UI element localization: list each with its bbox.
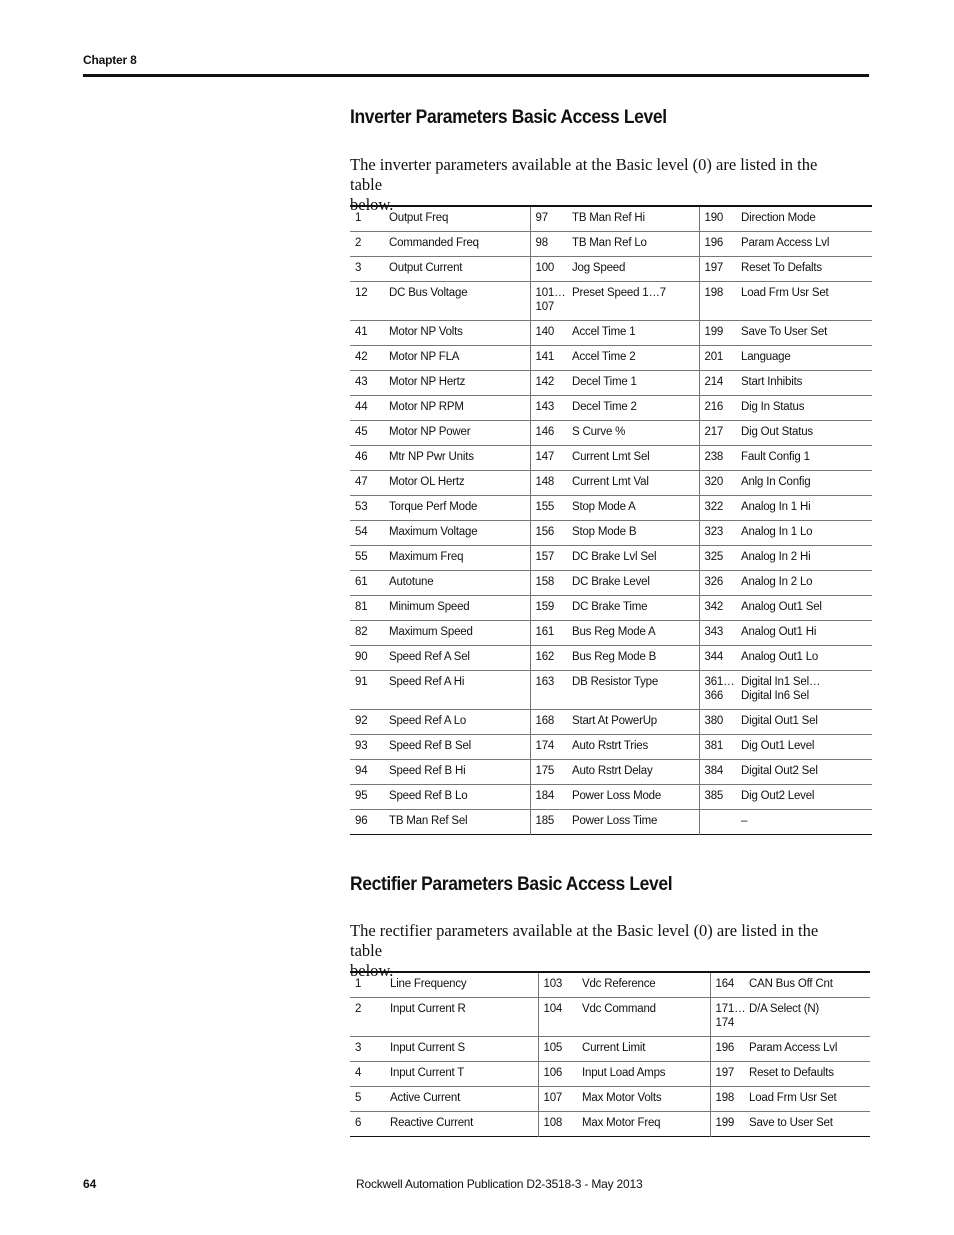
table-row <box>350 345 872 370</box>
parameter-number: 47 <box>355 475 368 488</box>
publication-info: Rockwell Automation Publication D2-3518-3 - May 2013 <box>356 1177 643 1191</box>
parameter-number: 3 <box>355 261 362 274</box>
parameter-number: 344 <box>699 645 741 670</box>
table-row <box>350 1086 870 1111</box>
table-row <box>350 420 872 445</box>
parameter-number: 155 <box>530 495 572 520</box>
parameter-name: Power Loss Time <box>572 814 658 827</box>
table-row <box>350 206 872 231</box>
parameter-number: 175 <box>530 759 572 784</box>
parameter-number: 98 <box>530 231 572 256</box>
parameter-number: 101… 107 <box>530 281 572 320</box>
parameter-number: 100 <box>530 256 572 281</box>
parameter-name: Reactive Current <box>390 1116 474 1129</box>
table-row <box>350 256 872 281</box>
parameter-name: Maximum Freq <box>389 550 464 563</box>
parameter-number: 158 <box>530 570 572 595</box>
parameter-name: Vdc Command <box>582 1002 656 1015</box>
parameter-name: Preset Speed 1…7 <box>572 286 666 299</box>
inverter-intro-line-1: The inverter parameters available at the Basic level (0) are listed in the table <box>350 155 818 194</box>
parameter-name: Analog Out1 Hi <box>741 625 817 638</box>
parameter-name: Accel Time 1 <box>572 325 636 338</box>
parameter-name: DC Brake Lvl Sel <box>572 550 657 563</box>
parameter-name: Motor NP Volts <box>389 325 463 338</box>
parameter-number: 4 <box>355 1066 362 1079</box>
table-row <box>350 520 872 545</box>
parameter-number: 216 <box>699 395 741 420</box>
parameter-number: 196 <box>699 231 741 256</box>
parameter-name: Speed Ref A Hi <box>389 675 465 688</box>
parameter-name: Dig Out1 Level <box>741 739 815 752</box>
parameter-number: 107 <box>538 1086 582 1111</box>
parameter-number: 92 <box>355 714 368 727</box>
parameter-name: Speed Ref B Hi <box>389 764 466 777</box>
parameter-number: 6 <box>355 1116 362 1129</box>
parameter-number: 148 <box>530 470 572 495</box>
parameter-number: 197 <box>699 256 741 281</box>
parameter-number: 1 <box>355 978 362 990</box>
parameter-number: 42 <box>355 350 368 363</box>
parameter-name: Input Load Amps <box>582 1066 666 1079</box>
parameter-name: Torque Perf Mode <box>389 500 478 513</box>
parameter-number: 53 <box>355 500 368 513</box>
parameter-name: Speed Ref B Lo <box>389 789 468 802</box>
parameter-number: 171… 174 <box>710 997 749 1036</box>
parameter-number: 46 <box>355 450 368 463</box>
parameter-number: 201 <box>699 345 741 370</box>
parameter-name: Max Motor Volts <box>582 1091 662 1104</box>
parameter-number: 142 <box>530 370 572 395</box>
table-row <box>350 320 872 345</box>
parameter-name: Param Access Lvl <box>741 236 830 249</box>
parameter-number: 217 <box>699 420 741 445</box>
parameter-number: 5 <box>355 1091 362 1104</box>
parameter-name: Load Frm Usr Set <box>749 1091 837 1104</box>
table-row <box>350 670 872 709</box>
parameter-number: 61 <box>355 575 368 588</box>
parameter-name: Direction Mode <box>741 212 816 224</box>
parameter-name: Dig In Status <box>741 400 805 413</box>
parameter-name: Output Current <box>389 261 463 274</box>
table-row <box>350 470 872 495</box>
parameter-number: 108 <box>538 1111 582 1136</box>
parameter-number: 163 <box>530 670 572 709</box>
table-row <box>350 395 872 420</box>
parameter-name: Motor OL Hertz <box>389 475 465 488</box>
parameter-name: Start At PowerUp <box>572 714 658 727</box>
parameter-name: TB Man Ref Sel <box>389 814 468 827</box>
parameter-number: 214 <box>699 370 741 395</box>
parameter-number: 95 <box>355 789 368 802</box>
parameter-number: 44 <box>355 400 368 413</box>
parameter-number: 143 <box>530 395 572 420</box>
table-row <box>350 997 870 1036</box>
parameter-number: 384 <box>699 759 741 784</box>
parameter-name: DB Resistor Type <box>572 675 659 688</box>
table-row <box>350 231 872 256</box>
parameter-name: Language <box>741 350 791 363</box>
parameter-name: Input Current S <box>390 1041 465 1054</box>
parameter-name: Power Loss Mode <box>572 789 662 802</box>
parameter-name: Digital Out1 Sel <box>741 714 818 727</box>
parameter-number: 147 <box>530 445 572 470</box>
table-row <box>350 495 872 520</box>
parameter-name: Load Frm Usr Set <box>741 286 829 299</box>
parameter-name: Save to User Set <box>749 1116 833 1129</box>
parameter-name: Param Access Lvl <box>749 1041 838 1054</box>
parameter-name: Decel Time 2 <box>572 400 637 413</box>
parameter-number: 381 <box>699 734 741 759</box>
parameter-name: Speed Ref A Sel <box>389 650 470 663</box>
parameter-number: 156 <box>530 520 572 545</box>
parameter-number <box>699 809 741 834</box>
parameter-name: Maximum Speed <box>389 625 473 638</box>
table-row <box>350 972 870 997</box>
table-row <box>350 734 872 759</box>
parameter-number: 196 <box>710 1036 749 1061</box>
table-row <box>350 759 872 784</box>
parameter-number: 157 <box>530 545 572 570</box>
parameter-name: Analog In 2 Hi <box>741 550 811 563</box>
parameter-name: – <box>741 814 748 827</box>
table-row <box>350 570 872 595</box>
parameter-name: CAN Bus Off Cnt <box>749 978 833 990</box>
parameter-name: Anlg In Config <box>741 475 811 488</box>
parameter-name: Analog Out1 Lo <box>741 650 819 663</box>
table-row <box>350 620 872 645</box>
inverter-section-title: Inverter Parameters Basic Access Level <box>350 107 667 128</box>
parameter-name: Start Inhibits <box>741 375 803 388</box>
parameter-name: Digital In1 Sel… Digital In6 Sel <box>741 675 821 702</box>
parameter-number: 325 <box>699 545 741 570</box>
table-row <box>350 445 872 470</box>
parameter-number: 199 <box>710 1111 749 1136</box>
parameter-number: 322 <box>699 495 741 520</box>
chapter-label: Chapter 8 <box>83 53 137 67</box>
parameter-number: 104 <box>538 997 582 1036</box>
parameter-name: Minimum Speed <box>389 600 470 613</box>
parameter-name: Reset To Defalts <box>741 261 822 274</box>
parameter-number: 380 <box>699 709 741 734</box>
header-rule <box>83 74 869 77</box>
parameter-name: Decel Time 1 <box>572 375 637 388</box>
parameter-name: Input Current R <box>390 1002 466 1015</box>
parameter-name: Fault Config 1 <box>741 450 810 463</box>
parameter-name: DC Brake Level <box>572 575 650 588</box>
parameter-name: Jog Speed <box>572 261 626 274</box>
parameter-number: 161 <box>530 620 572 645</box>
parameter-name: Analog In 1 Hi <box>741 500 811 513</box>
parameter-number: 199 <box>699 320 741 345</box>
parameter-name: Speed Ref A Lo <box>389 714 467 727</box>
parameter-number: 198 <box>710 1086 749 1111</box>
parameter-name: Analog In 1 Lo <box>741 525 813 538</box>
parameter-name: Current Limit <box>582 1041 646 1054</box>
parameter-number: 198 <box>699 281 741 320</box>
parameter-name: Motor NP Hertz <box>389 375 466 388</box>
parameter-name: Stop Mode B <box>572 525 637 538</box>
parameter-name: S Curve % <box>572 425 626 438</box>
parameter-name: Vdc Reference <box>582 978 656 990</box>
rectifier-intro-line-2: below. <box>350 961 394 980</box>
parameter-number: 93 <box>355 739 368 752</box>
table-row <box>350 1111 870 1136</box>
parameter-number: 81 <box>355 600 368 613</box>
parameter-number: 197 <box>710 1061 749 1086</box>
parameter-number: 140 <box>530 320 572 345</box>
parameter-name: Motor NP RPM <box>389 400 464 413</box>
parameter-number: 168 <box>530 709 572 734</box>
parameter-name: Auto Rstrt Delay <box>572 764 653 777</box>
parameter-number: 94 <box>355 764 368 777</box>
parameter-name: Save To User Set <box>741 325 828 338</box>
parameter-number: 90 <box>355 650 368 663</box>
table-row <box>350 595 872 620</box>
parameter-number: 45 <box>355 425 368 438</box>
parameter-number: 105 <box>538 1036 582 1061</box>
parameter-name: Motor NP FLA <box>389 350 460 363</box>
parameter-number: 146 <box>530 420 572 445</box>
inverter-parameter-table <box>350 205 872 835</box>
parameter-number: 185 <box>530 809 572 834</box>
table-row <box>350 370 872 395</box>
parameter-number: 54 <box>355 525 368 538</box>
parameter-name: Input Current T <box>390 1066 465 1079</box>
parameter-number: 162 <box>530 645 572 670</box>
parameter-name: Speed Ref B Sel <box>389 739 472 752</box>
parameter-number: 3 <box>355 1041 362 1054</box>
parameter-name: Output Freq <box>389 212 449 224</box>
parameter-number: 103 <box>538 972 582 997</box>
parameter-number: 326 <box>699 570 741 595</box>
parameter-number: 342 <box>699 595 741 620</box>
parameter-number: 385 <box>699 784 741 809</box>
table-row <box>350 1036 870 1061</box>
parameter-name: Motor NP Power <box>389 425 471 438</box>
parameter-number: 106 <box>538 1061 582 1086</box>
parameter-name: Active Current <box>390 1091 461 1104</box>
parameter-number: 174 <box>530 734 572 759</box>
parameter-number: 91 <box>355 675 368 688</box>
parameter-number: 12 <box>355 286 368 299</box>
parameter-number: 159 <box>530 595 572 620</box>
table-row <box>350 1061 870 1086</box>
parameter-name: Commanded Freq <box>389 236 479 249</box>
parameter-name: Analog Out1 Sel <box>741 600 822 613</box>
parameter-number: 82 <box>355 625 368 638</box>
parameter-number: 141 <box>530 345 572 370</box>
table-row <box>350 709 872 734</box>
parameter-name: Dig Out2 Level <box>741 789 815 802</box>
parameter-name: DC Bus Voltage <box>389 286 468 299</box>
parameter-name: Autotune <box>389 575 434 588</box>
parameter-name: Reset to Defaults <box>749 1066 834 1079</box>
parameter-number: 2 <box>355 236 362 249</box>
parameter-number: 190 <box>699 206 741 231</box>
parameter-name: D/A Select (N) <box>749 1002 820 1015</box>
parameter-number: 361… 366 <box>699 670 741 709</box>
parameter-name: TB Man Ref Hi <box>572 212 645 224</box>
table-row <box>350 645 872 670</box>
parameter-number: 55 <box>355 550 368 563</box>
table-row <box>350 281 872 320</box>
table-row <box>350 545 872 570</box>
parameter-number: 320 <box>699 470 741 495</box>
inverter-intro-line-2: below. <box>350 195 394 214</box>
parameter-name: Maximum Voltage <box>389 525 478 538</box>
table-row <box>350 784 872 809</box>
rectifier-intro-line-1: The rectifier parameters available at the Basic level (0) are listed in the table <box>350 921 819 960</box>
parameter-number: 164 <box>710 972 749 997</box>
parameter-name: Max Motor Freq <box>582 1116 661 1129</box>
parameter-number: 97 <box>530 206 572 231</box>
parameter-name: Line Frequency <box>390 978 467 990</box>
parameter-name: Dig Out Status <box>741 425 813 438</box>
page-number: 64 <box>83 1177 97 1191</box>
parameter-name: TB Man Ref Lo <box>572 236 647 249</box>
parameter-number: 238 <box>699 445 741 470</box>
parameter-number: 323 <box>699 520 741 545</box>
parameter-name: Mtr NP Pwr Units <box>389 450 474 463</box>
parameter-number: 1 <box>355 212 362 224</box>
parameter-number: 96 <box>355 814 368 827</box>
parameter-number: 184 <box>530 784 572 809</box>
parameter-number: 343 <box>699 620 741 645</box>
parameter-name: Bus Reg Mode A <box>572 625 656 638</box>
parameter-name: Current Lmt Val <box>572 475 649 488</box>
parameter-name: Auto Rstrt Tries <box>572 739 649 752</box>
parameter-name: Bus Reg Mode B <box>572 650 657 663</box>
parameter-name: Current Lmt Sel <box>572 450 650 463</box>
parameter-name: Accel Time 2 <box>572 350 636 363</box>
table-row <box>350 809 872 834</box>
parameter-name: Digital Out2 Sel <box>741 764 818 777</box>
rectifier-parameter-table <box>350 971 870 1137</box>
parameter-number: 2 <box>355 1002 362 1015</box>
parameter-name: Stop Mode A <box>572 500 636 513</box>
parameter-number: 41 <box>355 325 368 338</box>
parameter-name: DC Brake Time <box>572 600 648 613</box>
parameter-name: Analog In 2 Lo <box>741 575 813 588</box>
rectifier-section-title: Rectifier Parameters Basic Access Level <box>350 874 673 895</box>
parameter-number: 43 <box>355 375 368 388</box>
